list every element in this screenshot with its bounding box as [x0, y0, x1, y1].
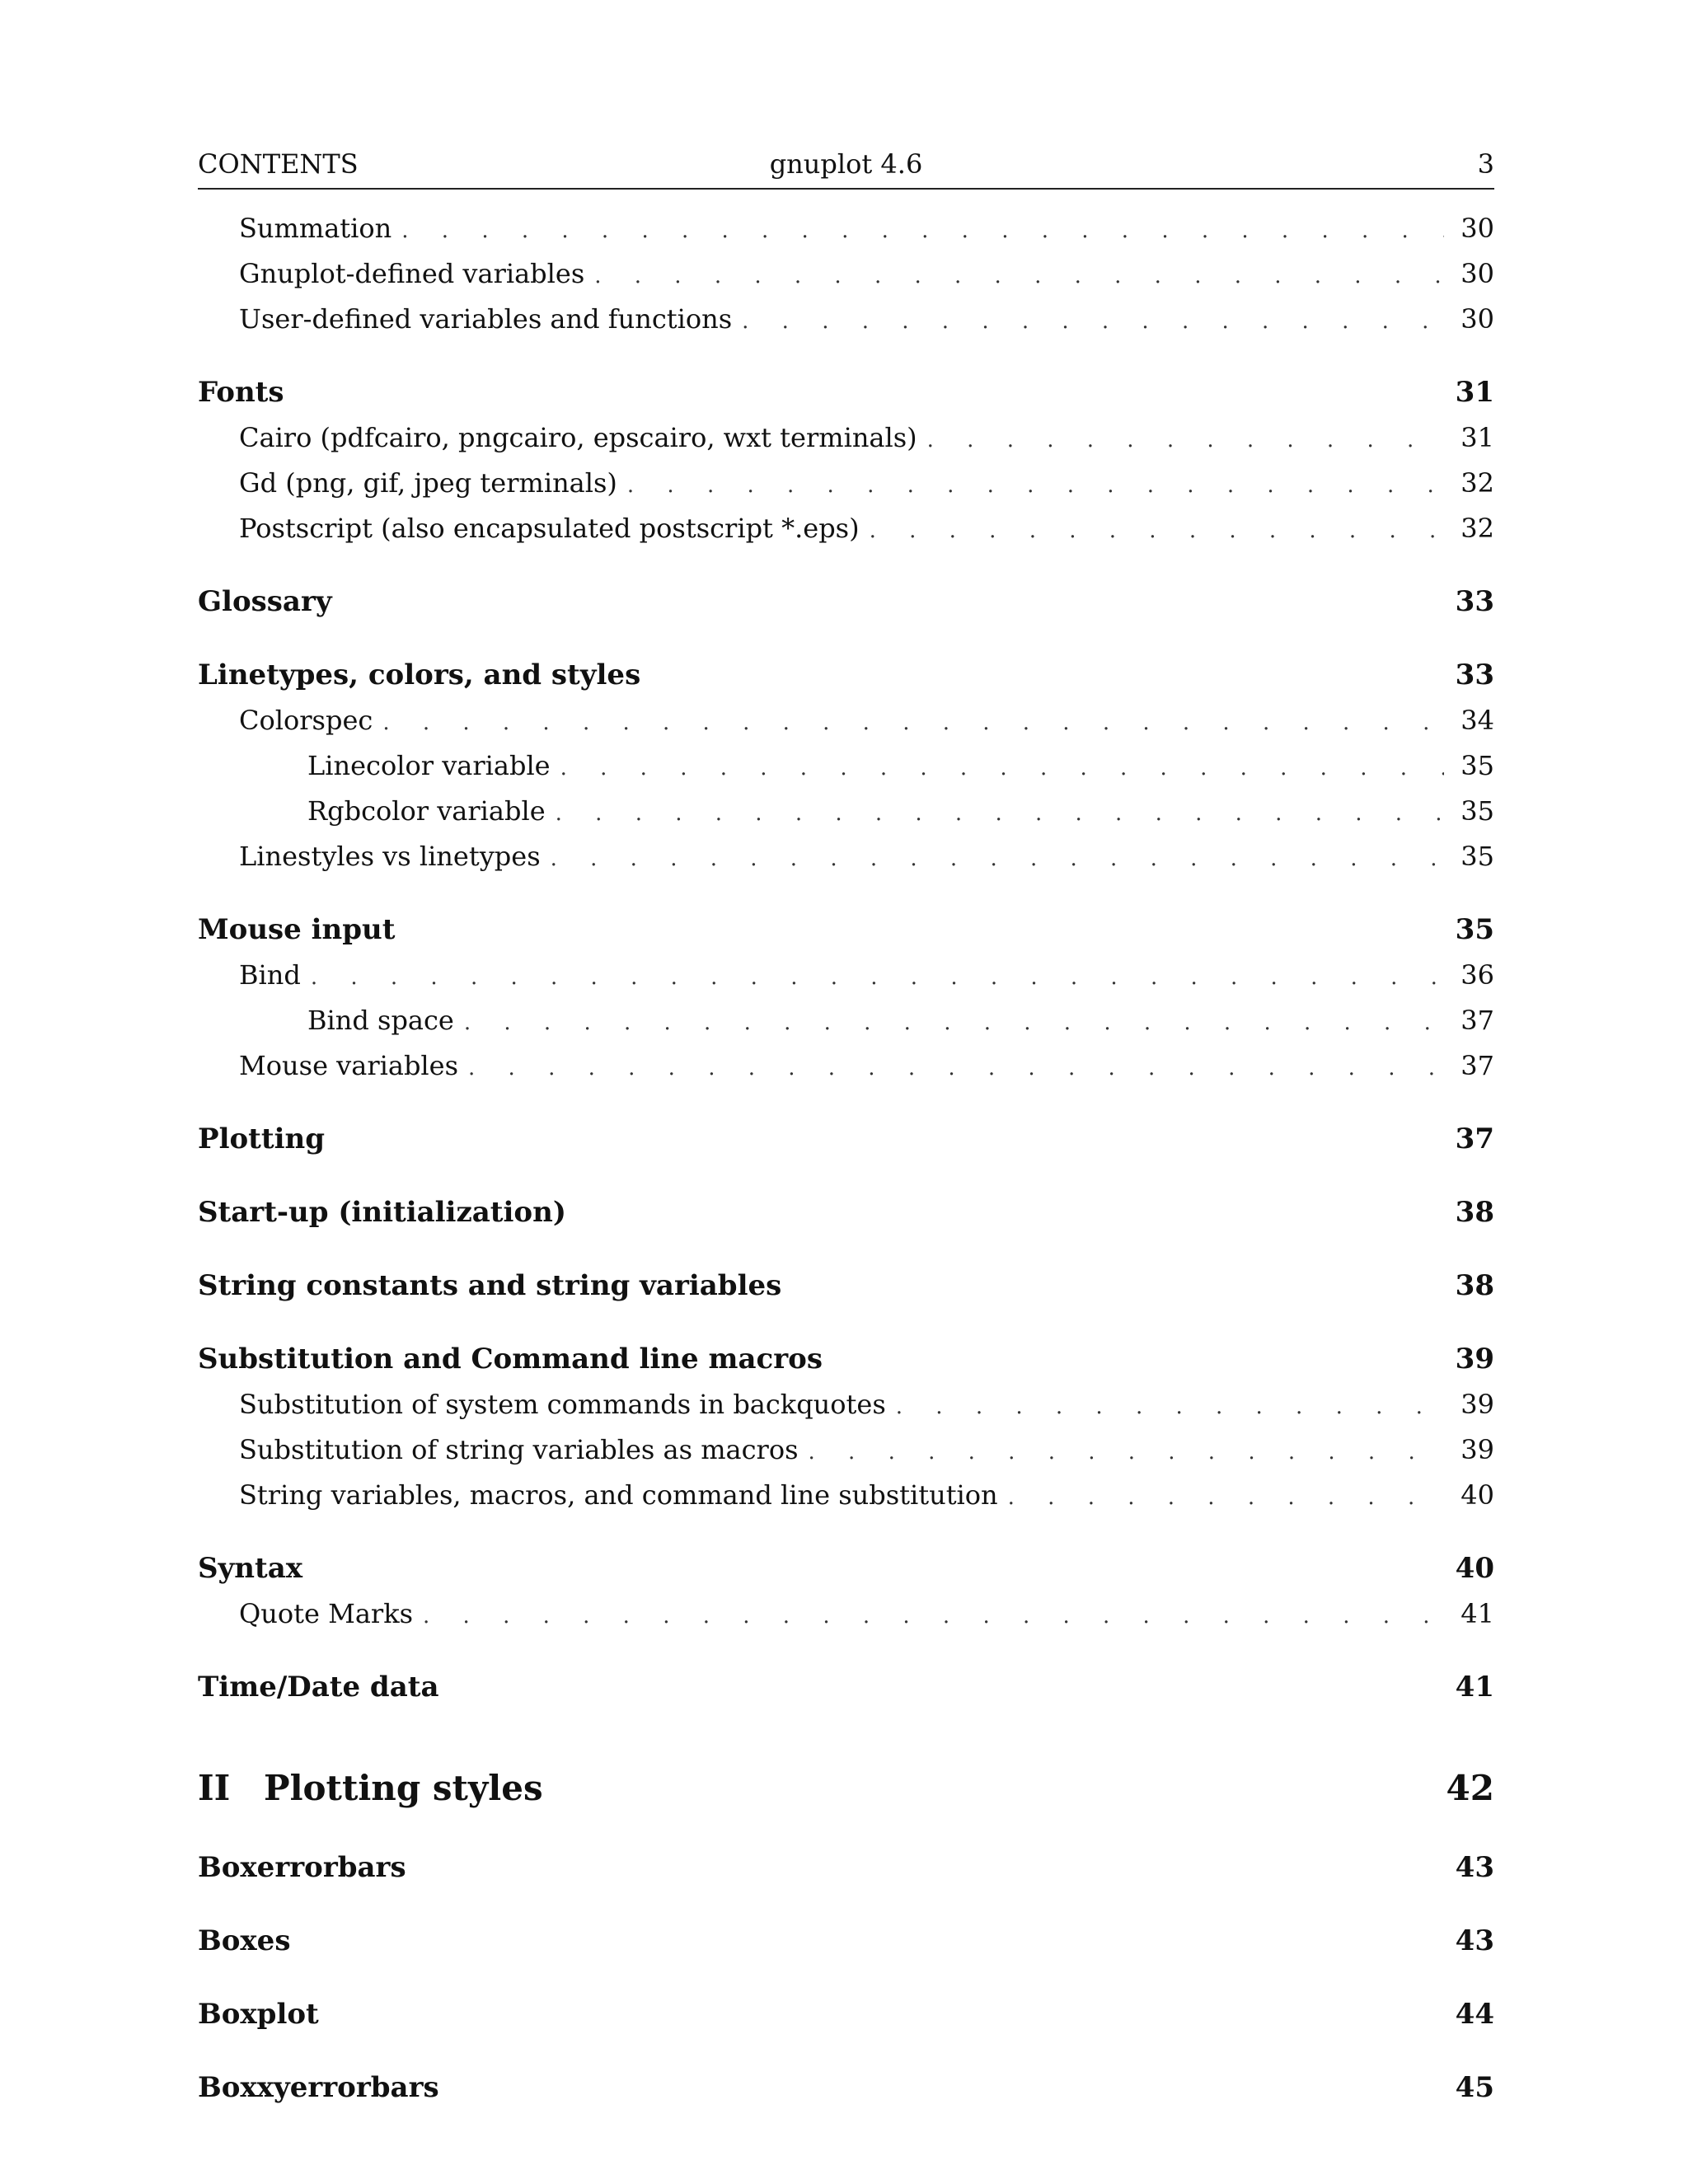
toc-section[interactable] [198, 2065, 1494, 2111]
toc-entry-page: 35 [1461, 795, 1494, 827]
toc-section[interactable] [198, 1992, 1494, 2037]
toc-section[interactable] [198, 1117, 1494, 1162]
toc-section[interactable] [198, 1337, 1494, 1382]
toc-section-label: Start-up (initialization) [198, 1196, 566, 1229]
toc-section-page: 33 [1455, 585, 1494, 618]
dot-leader [742, 299, 1444, 344]
dot-leader [594, 254, 1444, 299]
toc-entry-label: Cairo (pdfcairo, pngcairo, epscairo, wxt terminals) [239, 422, 917, 453]
toc-section[interactable] [198, 579, 1494, 625]
dot-leader [423, 1594, 1444, 1639]
toc-section-page: 44 [1455, 1998, 1494, 2031]
toc-section[interactable] [198, 1919, 1494, 1964]
toc-entry-label: Substitution of system commands in backquotes [239, 1389, 886, 1420]
toc-entry-label: Gnuplot-defined variables [239, 258, 585, 289]
toc-entry-page: 35 [1461, 750, 1494, 781]
toc-entry[interactable] [198, 461, 1494, 506]
toc-entry[interactable] [198, 1427, 1494, 1473]
toc-entry[interactable] [198, 297, 1494, 342]
toc-section-label: Mouse input [198, 913, 396, 946]
toc-section-label: Boxes [198, 1924, 291, 1957]
dot-leader [927, 418, 1445, 463]
dot-leader [382, 701, 1444, 746]
toc-section-page: 33 [1455, 658, 1494, 691]
toc-section-label: Glossary [198, 585, 332, 618]
toc-section-label: Boxplot [198, 1998, 319, 2031]
toc-entry-label: Colorspec [239, 705, 373, 736]
toc-section[interactable] [198, 907, 1494, 953]
dot-leader [896, 1385, 1445, 1430]
toc-entry-label: Postscript (also encapsulated postscript *.eps) [239, 513, 860, 544]
toc-section-label: Boxerrorbars [198, 1851, 406, 1884]
toc-section-page: 38 [1455, 1269, 1494, 1302]
toc-entry-label: Gd (png, gif, jpeg terminals) [239, 467, 617, 499]
toc-entry-page: 40 [1461, 1479, 1494, 1511]
table-of-contents [198, 206, 1494, 2111]
dot-leader [468, 1046, 1444, 1091]
dot-leader [551, 837, 1445, 882]
dot-leader [560, 746, 1445, 791]
toc-section-label: Substitution and Command line macros [198, 1343, 823, 1376]
toc-entry-label: Quote Marks [239, 1598, 414, 1629]
toc-entry[interactable] [198, 953, 1494, 998]
toc-section-page: 45 [1455, 2071, 1494, 2104]
toc-entry-page: 32 [1461, 513, 1494, 544]
toc-entry[interactable] [198, 998, 1494, 1043]
header-page-number: 3 [1477, 148, 1494, 180]
toc-entry-label: Linestyles vs linetypes [239, 841, 541, 872]
running-header [198, 148, 1494, 190]
toc-section-page: 40 [1455, 1552, 1494, 1585]
toc-entry[interactable] [198, 743, 1494, 789]
toc-section[interactable] [198, 1546, 1494, 1591]
toc-section-page: 41 [1455, 1671, 1494, 1704]
toc-entry-label: Rgbcolor variable [307, 795, 546, 827]
toc-entry-page: 30 [1461, 213, 1494, 244]
toc-entry-page: 36 [1461, 959, 1494, 991]
dot-leader [1008, 1475, 1445, 1521]
toc-entry[interactable] [198, 1382, 1494, 1427]
document-page [198, 148, 1494, 2111]
toc-entry-page: 30 [1461, 258, 1494, 289]
toc-section-page: 35 [1455, 913, 1494, 946]
toc-section[interactable] [198, 370, 1494, 415]
toc-part[interactable] [198, 1760, 1494, 1817]
toc-entry[interactable] [198, 1591, 1494, 1637]
toc-entry-page: 39 [1461, 1389, 1494, 1420]
toc-section-label: Linetypes, colors, and styles [198, 658, 641, 691]
toc-section[interactable] [198, 1190, 1494, 1235]
toc-part-number: II [198, 1768, 231, 1808]
dot-leader [464, 1001, 1444, 1046]
header-left: CONTENTS [198, 148, 359, 180]
toc-entry[interactable] [198, 1043, 1494, 1089]
toc-section-label: Plotting [198, 1122, 325, 1155]
toc-entry-page: 37 [1461, 1050, 1494, 1081]
dot-leader [401, 209, 1444, 254]
toc-entry-label: Mouse variables [239, 1050, 459, 1081]
toc-section-page: 38 [1455, 1196, 1494, 1229]
toc-entry-label: User-defined variables and functions [239, 303, 733, 335]
toc-section-label: Fonts [198, 376, 284, 409]
toc-section-page: 37 [1455, 1122, 1494, 1155]
toc-entry-label: Substitution of string variables as macros [239, 1434, 799, 1465]
toc-section-page: 31 [1455, 376, 1494, 409]
toc-entry[interactable] [198, 506, 1494, 551]
toc-entry-page: 30 [1461, 303, 1494, 335]
toc-entry[interactable] [198, 251, 1494, 297]
dot-leader [870, 509, 1445, 554]
toc-entry-page: 39 [1461, 1434, 1494, 1465]
toc-section-label: String constants and string variables [198, 1269, 782, 1302]
toc-entry-page: 32 [1461, 467, 1494, 499]
dot-leader [311, 955, 1444, 1001]
toc-section-page: 43 [1455, 1924, 1494, 1957]
toc-section[interactable] [198, 1665, 1494, 1710]
toc-entry-page: 41 [1461, 1598, 1494, 1629]
toc-entry-label: String variables, macros, and command line substitution [239, 1479, 998, 1511]
toc-entry[interactable] [198, 698, 1494, 743]
toc-entry-page: 37 [1461, 1005, 1494, 1036]
toc-entry-page: 31 [1461, 422, 1494, 453]
toc-section-page: 43 [1455, 1851, 1494, 1884]
toc-entry-label: Bind [239, 959, 301, 991]
toc-entry-label: Bind space [307, 1005, 454, 1036]
dot-leader [627, 463, 1444, 509]
toc-section-label: Time/Date data [198, 1671, 439, 1704]
toc-part-label: Plotting styles [264, 1768, 543, 1808]
dot-leader [556, 791, 1445, 837]
toc-section-label: Boxxyerrorbars [198, 2071, 439, 2104]
toc-entry-page: 34 [1461, 705, 1494, 736]
toc-entry[interactable] [198, 206, 1494, 251]
toc-entry[interactable] [198, 1473, 1494, 1518]
toc-section[interactable] [198, 653, 1494, 698]
toc-entry[interactable] [198, 415, 1494, 461]
toc-part-title [198, 1760, 543, 1817]
toc-part-page: 42 [1446, 1768, 1494, 1808]
toc-entry-label: Linecolor variable [307, 750, 551, 781]
header-center: gnuplot 4.6 [769, 148, 923, 180]
toc-entry-label: Summation [239, 213, 392, 244]
toc-section-page: 39 [1455, 1343, 1494, 1376]
toc-entry-page: 35 [1461, 841, 1494, 872]
toc-entry[interactable] [198, 789, 1494, 834]
toc-entry[interactable] [198, 834, 1494, 879]
toc-section[interactable] [198, 1263, 1494, 1309]
toc-section[interactable] [198, 1845, 1494, 1891]
dot-leader [809, 1430, 1445, 1475]
toc-section-label: Syntax [198, 1552, 303, 1585]
